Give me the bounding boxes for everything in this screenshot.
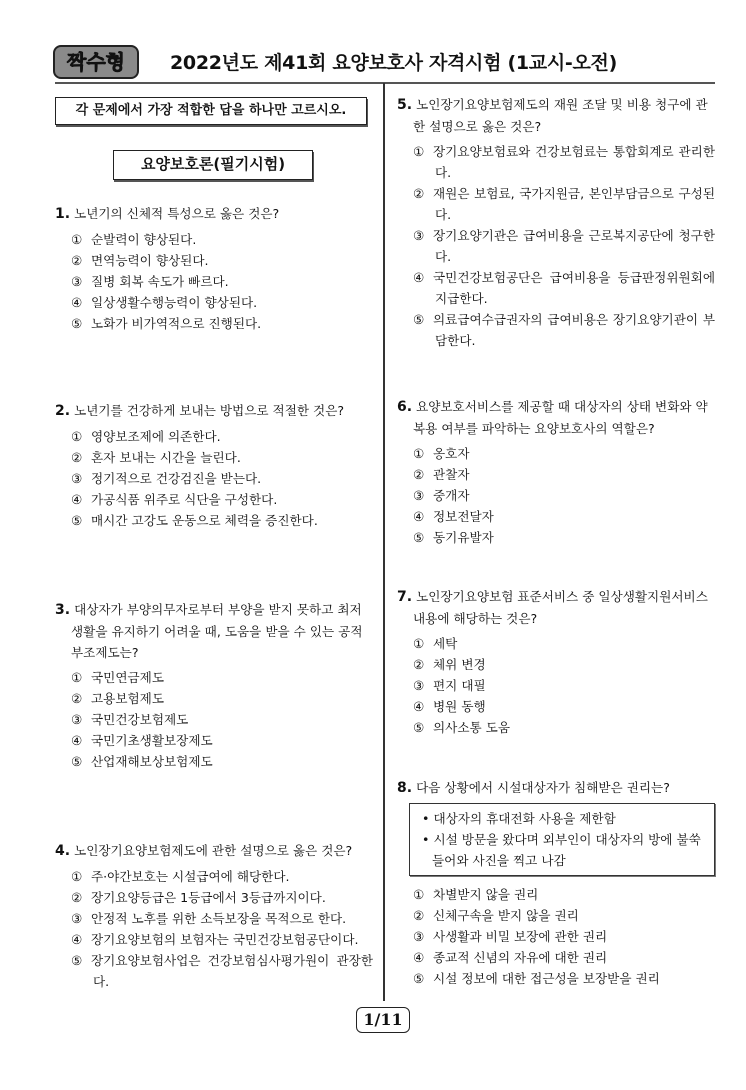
option-marker: ② xyxy=(413,467,425,482)
option-marker: ③ xyxy=(71,911,83,926)
option-marker: ⑤ xyxy=(413,312,425,327)
header-divider xyxy=(55,82,715,84)
answer-option[interactable] xyxy=(63,229,373,250)
option-marker: ③ xyxy=(413,488,425,503)
question-text: 요양보호서비스를 제공할 때 대상자의 상태 변화와 약 복용 여부를 파악하는 요양보호사의 역할은? xyxy=(413,399,708,436)
question-number: 5. xyxy=(397,97,413,113)
option-text: 질병 회복 속도가 빠르다. xyxy=(91,274,229,289)
question-number: 6. xyxy=(397,399,413,415)
option-text: 안정적 노후를 위한 소득보장을 목적으로 한다. xyxy=(91,911,347,926)
answer-option[interactable] xyxy=(63,667,373,688)
option-text: 시설 정보에 대한 접근성을 보장받을 권리 xyxy=(433,971,660,986)
option-marker: ⑤ xyxy=(71,754,83,769)
option-text: 종교적 신념의 자유에 대한 권리 xyxy=(433,950,608,965)
option-text: 중개자 xyxy=(433,488,470,503)
answer-option[interactable] xyxy=(63,751,373,772)
answer-option[interactable] xyxy=(405,141,715,183)
question-7 xyxy=(397,586,715,738)
option-marker: ① xyxy=(413,446,425,461)
answer-option[interactable] xyxy=(405,267,715,309)
option-text: 국민건강보험공단은 급여비용을 등급판정위원회에 지급한다. xyxy=(433,270,715,306)
option-marker: ① xyxy=(71,232,83,247)
option-text: 관찰자 xyxy=(433,467,470,482)
subject-title: 요양보호론(필기시험) xyxy=(113,150,313,180)
answer-option[interactable] xyxy=(405,675,715,696)
option-marker: ② xyxy=(71,890,83,905)
answer-option[interactable] xyxy=(405,654,715,675)
option-marker: ① xyxy=(413,144,425,159)
option-marker: ③ xyxy=(413,929,425,944)
option-text: 세탁 xyxy=(433,636,458,651)
option-text: 병원 동행 xyxy=(433,699,486,714)
option-text: 정보전달자 xyxy=(433,509,494,524)
option-marker: ③ xyxy=(413,228,425,243)
exam-type-badge: 짝수형 xyxy=(53,45,139,79)
option-marker: ⑤ xyxy=(71,316,83,331)
answer-option[interactable] xyxy=(405,926,715,947)
option-marker: ④ xyxy=(413,509,425,524)
question-2 xyxy=(55,400,373,531)
option-text: 산업재해보상보험제도 xyxy=(91,754,213,769)
situation-box xyxy=(409,803,715,876)
answer-option[interactable] xyxy=(405,884,715,905)
question-text: 노인장기요양보험제도에 관한 설명으로 옳은 것은? xyxy=(74,843,353,858)
situation-text: 대상자의 휴대전화 사용을 제한함 xyxy=(433,811,616,826)
question-text: 노인장기요양보험제도의 재원 조달 및 비용 청구에 관한 설명으로 옳은 것은? xyxy=(413,97,708,134)
question-stem xyxy=(55,599,373,663)
question-stem xyxy=(55,203,373,225)
option-marker: ① xyxy=(413,887,425,902)
question-text: 노년기를 건강하게 보내는 방법으로 적절한 것은? xyxy=(74,403,345,418)
option-marker: ① xyxy=(71,670,83,685)
answer-option[interactable] xyxy=(63,468,373,489)
option-marker: ③ xyxy=(71,274,83,289)
question-6 xyxy=(397,396,715,548)
answer-option[interactable] xyxy=(405,717,715,738)
option-marker: ② xyxy=(413,657,425,672)
option-text: 순발력이 향상된다. xyxy=(91,232,197,247)
option-text: 의사소통 도움 xyxy=(433,720,510,735)
option-text: 혼자 보내는 시간을 늘린다. xyxy=(91,450,241,465)
answer-option[interactable] xyxy=(405,506,715,527)
instruction-box: 각 문제에서 가장 적합한 답을 하나만 고르시오. xyxy=(55,97,367,125)
option-text: 차별받지 않을 권리 xyxy=(433,887,539,902)
option-text: 면역능력이 향상된다. xyxy=(91,253,209,268)
option-marker: ① xyxy=(413,636,425,651)
option-text: 장기요양등급은 1등급에서 3등급까지이다. xyxy=(91,890,326,905)
option-text: 영양보조제에 의존한다. xyxy=(91,429,221,444)
option-marker: ⑤ xyxy=(71,953,83,968)
option-text: 신체구속을 받지 않을 권리 xyxy=(433,908,579,923)
option-text: 사생활과 비밀 보장에 관한 권리 xyxy=(433,929,608,944)
option-marker: ① xyxy=(71,429,83,444)
answer-option[interactable] xyxy=(405,633,715,654)
option-marker: ② xyxy=(71,450,83,465)
option-text: 편지 대필 xyxy=(433,678,486,693)
situation-text: 시설 방문을 왔다며 외부인이 대상자의 방에 불쑥 들어와 사진을 찍고 나감 xyxy=(432,832,701,868)
option-text: 일상생활수행능력이 향상된다. xyxy=(91,295,258,310)
answer-option[interactable] xyxy=(405,225,715,267)
question-text: 노년기의 신체적 특성으로 옳은 것은? xyxy=(74,206,280,221)
answer-option[interactable] xyxy=(63,730,373,751)
question-stem xyxy=(397,586,715,629)
question-stem xyxy=(55,840,373,862)
answer-option[interactable] xyxy=(63,950,373,992)
answer-option[interactable] xyxy=(63,271,373,292)
answer-option[interactable] xyxy=(63,250,373,271)
option-text: 장기요양기관은 급여비용을 근로복지공단에 청구한다. xyxy=(433,228,715,264)
question-number: 4. xyxy=(55,843,71,859)
answer-option[interactable] xyxy=(405,905,715,926)
question-8 xyxy=(397,777,715,989)
option-marker: ② xyxy=(71,253,83,268)
option-text: 매시간 고강도 운동으로 체력을 증진한다. xyxy=(91,513,318,528)
option-marker: ④ xyxy=(71,932,83,947)
answer-option[interactable] xyxy=(63,292,373,313)
question-4 xyxy=(55,840,373,992)
situation-item xyxy=(422,808,706,829)
answer-option[interactable] xyxy=(405,527,715,548)
answer-option[interactable] xyxy=(405,968,715,989)
option-text: 국민기초생활보장제도 xyxy=(91,733,213,748)
question-text: 다음 상황에서 시설대상자가 침해받은 권리는? xyxy=(416,780,670,795)
answer-option[interactable] xyxy=(63,908,373,929)
answer-option[interactable] xyxy=(63,313,373,334)
option-marker: ④ xyxy=(413,699,425,714)
question-number: 2. xyxy=(55,403,71,419)
question-stem xyxy=(397,777,715,799)
option-marker: ② xyxy=(413,908,425,923)
option-text: 국민연금제도 xyxy=(91,670,164,685)
option-text: 노화가 비가역적으로 진행된다. xyxy=(91,316,262,331)
answer-option[interactable] xyxy=(405,696,715,717)
question-3 xyxy=(55,599,373,772)
option-marker: ③ xyxy=(413,678,425,693)
question-stem xyxy=(397,94,715,137)
answer-option[interactable] xyxy=(405,947,715,968)
answer-option[interactable] xyxy=(63,447,373,468)
answer-option[interactable] xyxy=(405,309,715,351)
question-number: 7. xyxy=(397,589,413,605)
question-number: 3. xyxy=(55,602,71,618)
answer-option[interactable] xyxy=(405,443,715,464)
option-marker: ② xyxy=(413,186,425,201)
question-number: 1. xyxy=(55,206,71,222)
option-marker: ④ xyxy=(71,492,83,507)
answer-option[interactable] xyxy=(63,688,373,709)
question-5 xyxy=(397,94,715,351)
option-marker: ⑤ xyxy=(413,720,425,735)
answer-option[interactable] xyxy=(63,510,373,531)
question-stem xyxy=(397,396,715,439)
answer-option[interactable] xyxy=(63,866,373,887)
option-marker: ④ xyxy=(413,950,425,965)
option-marker: ⑤ xyxy=(413,971,425,986)
page-title: 2022년도 제41회 요양보호사 자격시험 (1교시-오전) xyxy=(170,52,617,74)
answer-option[interactable] xyxy=(63,426,373,447)
option-marker: ④ xyxy=(71,733,83,748)
option-marker: ⑤ xyxy=(71,513,83,528)
answer-option[interactable] xyxy=(405,464,715,485)
option-marker: ③ xyxy=(71,712,83,727)
option-text: 국민건강보험제도 xyxy=(91,712,189,727)
page-number: 1/11 xyxy=(356,1007,410,1033)
answer-option[interactable] xyxy=(405,183,715,225)
option-text: 고용보험제도 xyxy=(91,691,164,706)
question-stem xyxy=(55,400,373,422)
option-text: 장기요양보험사업은 건강보험심사평가원이 관장한다. xyxy=(91,953,373,989)
option-text: 재원은 보험료, 국가지원금, 본인부담금으로 구성된다. xyxy=(433,186,715,222)
bullet: • xyxy=(422,832,430,847)
option-marker: ④ xyxy=(413,270,425,285)
option-text: 가공식품 위주로 식단을 구성한다. xyxy=(91,492,278,507)
option-marker: ① xyxy=(71,869,83,884)
option-text: 장기요양보험료와 건강보험료는 통합회계로 관리한다. xyxy=(433,144,715,180)
question-1 xyxy=(55,203,373,334)
option-marker: ④ xyxy=(71,295,83,310)
question-number: 8. xyxy=(397,780,413,796)
option-text: 장기요양보험의 보험자는 국민건강보험공단이다. xyxy=(91,932,359,947)
option-text: 정기적으로 건강검진을 받는다. xyxy=(91,471,262,486)
option-text: 체위 변경 xyxy=(433,657,486,672)
situation-item xyxy=(422,829,706,871)
answer-option[interactable] xyxy=(63,489,373,510)
option-marker: ⑤ xyxy=(413,530,425,545)
question-text: 노인장기요양보험 표준서비스 중 일상생활지원서비스 내용에 해당하는 것은? xyxy=(413,589,708,626)
bullet: • xyxy=(422,811,430,826)
answer-option[interactable] xyxy=(63,709,373,730)
answer-option[interactable] xyxy=(63,887,373,908)
answer-option[interactable] xyxy=(405,485,715,506)
option-text: 의료급여수급권자의 급여비용은 장기요양기관이 부담한다. xyxy=(433,312,715,348)
option-text: 옹호자 xyxy=(433,446,470,461)
question-text: 대상자가 부양의무자로부터 부양을 받지 못하고 최저생활을 유지하기 어려울 때, 도움을 받을 수 있는 공적부조제도는? xyxy=(71,602,363,660)
column-divider xyxy=(383,83,385,1001)
option-marker: ② xyxy=(71,691,83,706)
option-marker: ③ xyxy=(71,471,83,486)
option-text: 주·야간보호는 시설급여에 해당한다. xyxy=(91,869,290,884)
answer-option[interactable] xyxy=(63,929,373,950)
option-text: 동기유발자 xyxy=(433,530,494,545)
